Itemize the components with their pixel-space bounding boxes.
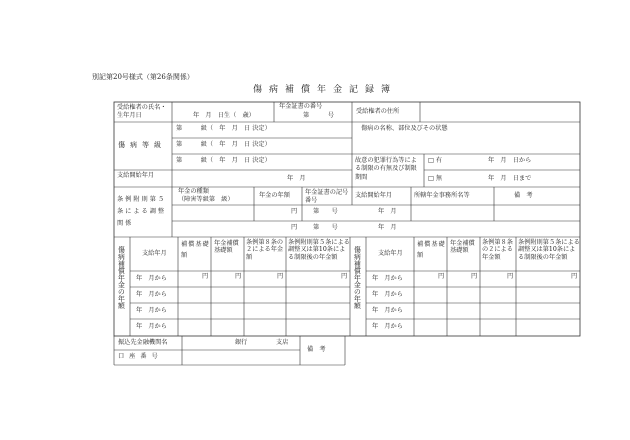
restriction-label: 故意の犯罪行為等による制限の有無及び制限期間 <box>355 157 417 181</box>
dob-value: 年 月 日生（ 歳） <box>193 112 255 119</box>
pension-side-label-left: 傷病補償年金の年額 <box>117 246 126 309</box>
pension-row-left-2: 年 月から <box>136 291 167 298</box>
pension-unit-pbase-left: 円 <box>235 273 242 280</box>
pension-row-left-4: 年 月から <box>136 323 167 330</box>
pension-row-right-4: 年 月から <box>372 323 403 330</box>
pension-col-art8-left: 条例第８条の２による年金額 <box>246 239 284 261</box>
pension-unit-base-left: 円 <box>202 273 209 280</box>
adjust-label: 条例附則第５条による調整関係 <box>117 196 167 227</box>
pension-col-month-left: 支給年月 <box>142 250 167 257</box>
pension-unit-adj-left: 円 <box>341 273 348 280</box>
bank-name-label: 振込先金融機関名 <box>118 339 168 346</box>
adjust-col-amount: 年金の年額 <box>259 192 290 199</box>
pension-unit-art8-right: 円 <box>507 273 514 280</box>
pension-col-base-right: 補償基礎額 <box>417 241 446 259</box>
cert-no-label: 年金証書の番号 <box>279 103 323 110</box>
address-label: 受給権者の住所 <box>356 108 400 115</box>
grade-row-1: 第 級（ 年 月 日 決定） <box>176 125 271 132</box>
restriction-yes: □ 有 <box>428 157 443 164</box>
grade-row-2: 第 級（ 年 月 日 決定） <box>176 141 271 148</box>
pension-row-right-2: 年 月から <box>372 291 403 298</box>
pension-col-month-right: 支給年月 <box>378 250 403 257</box>
pension-unit-adj-right: 円 <box>571 273 578 280</box>
adjust-col-start: 支給開始年月 <box>355 192 393 199</box>
bank-value: 銀行 <box>235 339 248 346</box>
payment-start-value: 年 月 <box>287 175 306 182</box>
pension-row-left-3: 年 月から <box>136 307 167 314</box>
adjust-col-cert: 年金証書の記号番号 <box>305 189 349 204</box>
form-label: 別記第20号様式（第26条関係） <box>92 73 194 81</box>
pension-col-adjusted-left: 条例附則第５条による調整又は第10条による制限後の年金額 <box>288 239 350 261</box>
page-title: 傷病補償年金記録簿 <box>253 85 398 95</box>
pension-side-label-right: 傷病補償年金の年額 <box>353 246 362 309</box>
account-number-label: 口座番号 <box>118 353 163 360</box>
restriction-until: 年 月 日まで <box>488 175 532 182</box>
payment-start-label: 支給開始年月 <box>117 172 155 179</box>
pension-row-left-1: 年 月から <box>136 275 167 282</box>
adjust-cert-value-1: 第 号 <box>313 208 338 215</box>
adjust-unit-yen-1: 円 <box>291 208 298 215</box>
adjust-col-remarks: 備 考 <box>514 192 533 199</box>
adjust-start-value-2: 年 月 <box>378 224 397 231</box>
pension-col-art8-right: 条例第８条の２による年金額 <box>482 239 513 261</box>
restriction-no: □ 無 <box>428 175 443 182</box>
pension-unit-base-right: 円 <box>438 273 445 280</box>
restriction-from: 年 月 日から <box>488 157 532 164</box>
grade-row-3: 第 級（ 年 月 日 決定） <box>176 157 271 164</box>
grade-label: 傷病等級 <box>118 141 166 149</box>
pension-col-base-left: 補償基礎額 <box>181 241 210 259</box>
pension-col-pension-base-left: 年金補償基礎額 <box>214 240 239 255</box>
bank-remarks-label: 備 考 <box>307 346 326 353</box>
branch-value: 支店 <box>276 339 289 346</box>
pension-row-right-1: 年 月から <box>372 275 403 282</box>
adjust-cert-value-2: 第 号 <box>313 224 338 231</box>
pension-row-right-3: 年 月から <box>372 307 403 314</box>
cert-no-value: 第 号 <box>303 112 334 119</box>
adjust-col-office: 所轄年金事務所名等 <box>414 192 470 199</box>
pension-unit-pbase-right: 円 <box>471 273 478 280</box>
adjust-col-type: 年金の種類 <box>178 188 209 195</box>
adjust-col-type-sub: （障害等級第 級） <box>178 196 234 203</box>
adjust-unit-yen-2: 円 <box>291 224 298 231</box>
recipient-name-dob-label: 受給権者の氏名・生年月日 <box>117 104 167 119</box>
injury-label: 傷病の名称、部位及びその状態 <box>361 125 448 132</box>
pension-col-pension-base-right: 年金補償基礎額 <box>450 240 475 255</box>
adjust-start-value-1: 年 月 <box>378 208 397 215</box>
pension-col-adjusted-right: 条例附則第５条による調整又は第10条による制限後の年金額 <box>518 239 580 261</box>
pension-unit-art8-left: 円 <box>277 273 284 280</box>
